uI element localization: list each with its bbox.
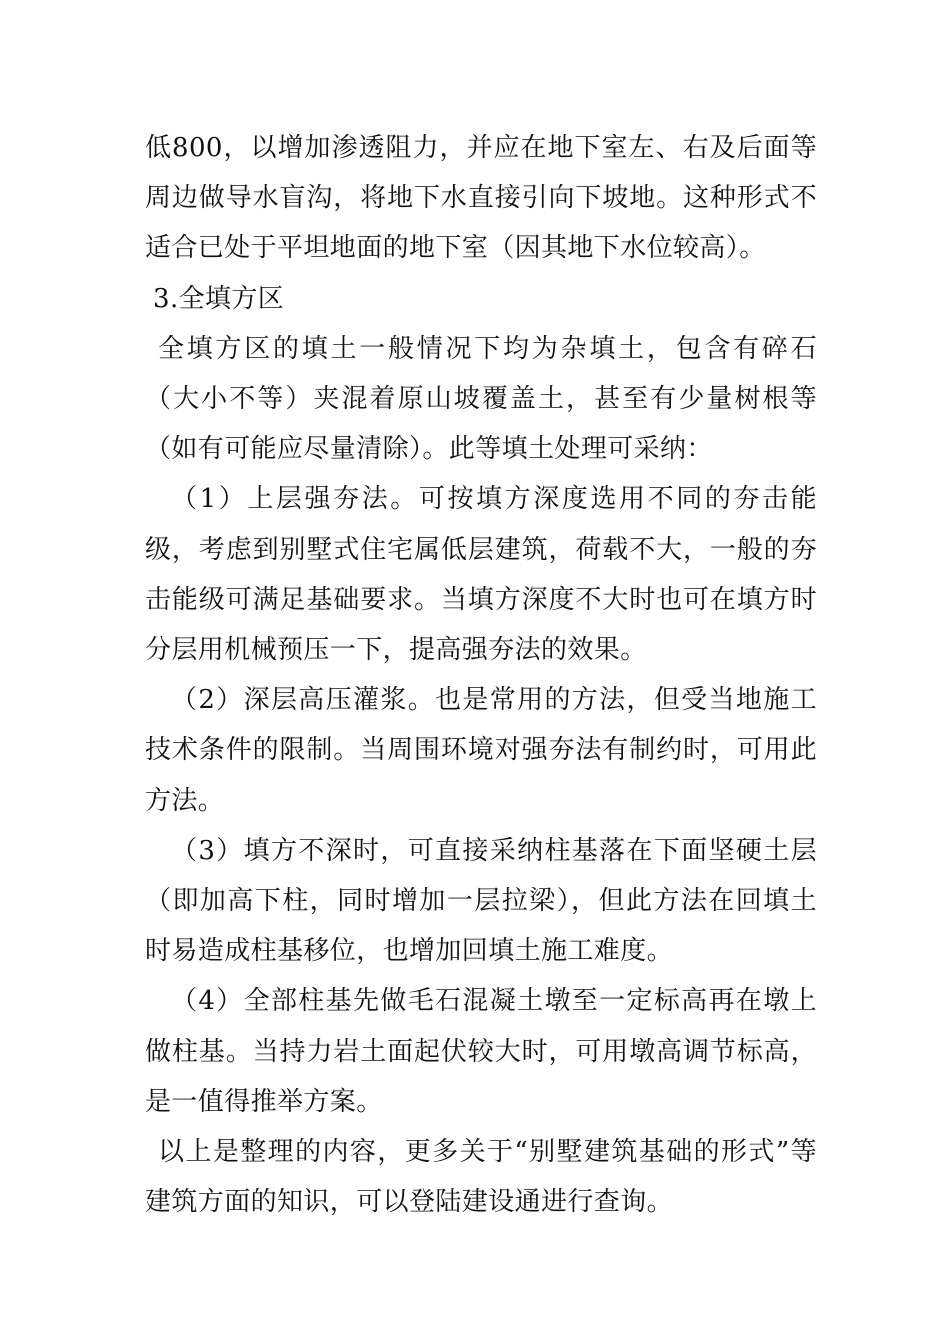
list-item-3: （3）填方不深时，可直接采纳柱基落在下面坚硬土层（即加高下柱，同时增加一层拉梁），但此方法在回填土时易造成柱基移位，也增加回填土施工难度。 [145,835,817,967]
list-item-2: （2）深层高压灌浆。也是常用的方法，但受当地施工技术条件的限制。当周围环境对强夯法有制约时，可用此方法。 [145,685,817,816]
list-item-4: （4）全部柱基先做毛石混凝土墩至一定标高再在墩上做柱基。当持力岩土面起伏较大时，可用墩高调节标高，是一值得推举方案。 [145,986,817,1117]
document-body [145,123,817,1227]
paragraph-continuation: 低800，以增加渗透阻力，并应在地下室左、右及后面等周边做导水盲沟，将地下水直接引向下坡地。这种形式不适合已处于平坦地面的地下室（因其地下水位较高）。 [145,133,817,264]
list-item-1: （1）上层强夯法。可按填方深度选用不同的夯击能级，考虑到别墅式住宅属低层建筑，荷载不大，一般的夯击能级可满足基础要求。当填方深度不大时也可在填方时分层用机械预压一下，提高强夯法的效果。 [145,484,817,666]
closing-paragraph: 以上是整理的内容，更多关于“别墅建筑基础的形式”等建筑方面的知识，可以登陆建设通进行查询。 [145,1137,817,1218]
paragraph-fill-area: 全填方区的填土一般情况下均为杂填土，包含有碎石（大小不等）夹混着原山坡覆盖土，甚至有少量树根等（如有可能应尽量清除）。此等填土处理可采纳： [145,333,817,465]
section-heading: 3.全填方区 [153,283,285,314]
